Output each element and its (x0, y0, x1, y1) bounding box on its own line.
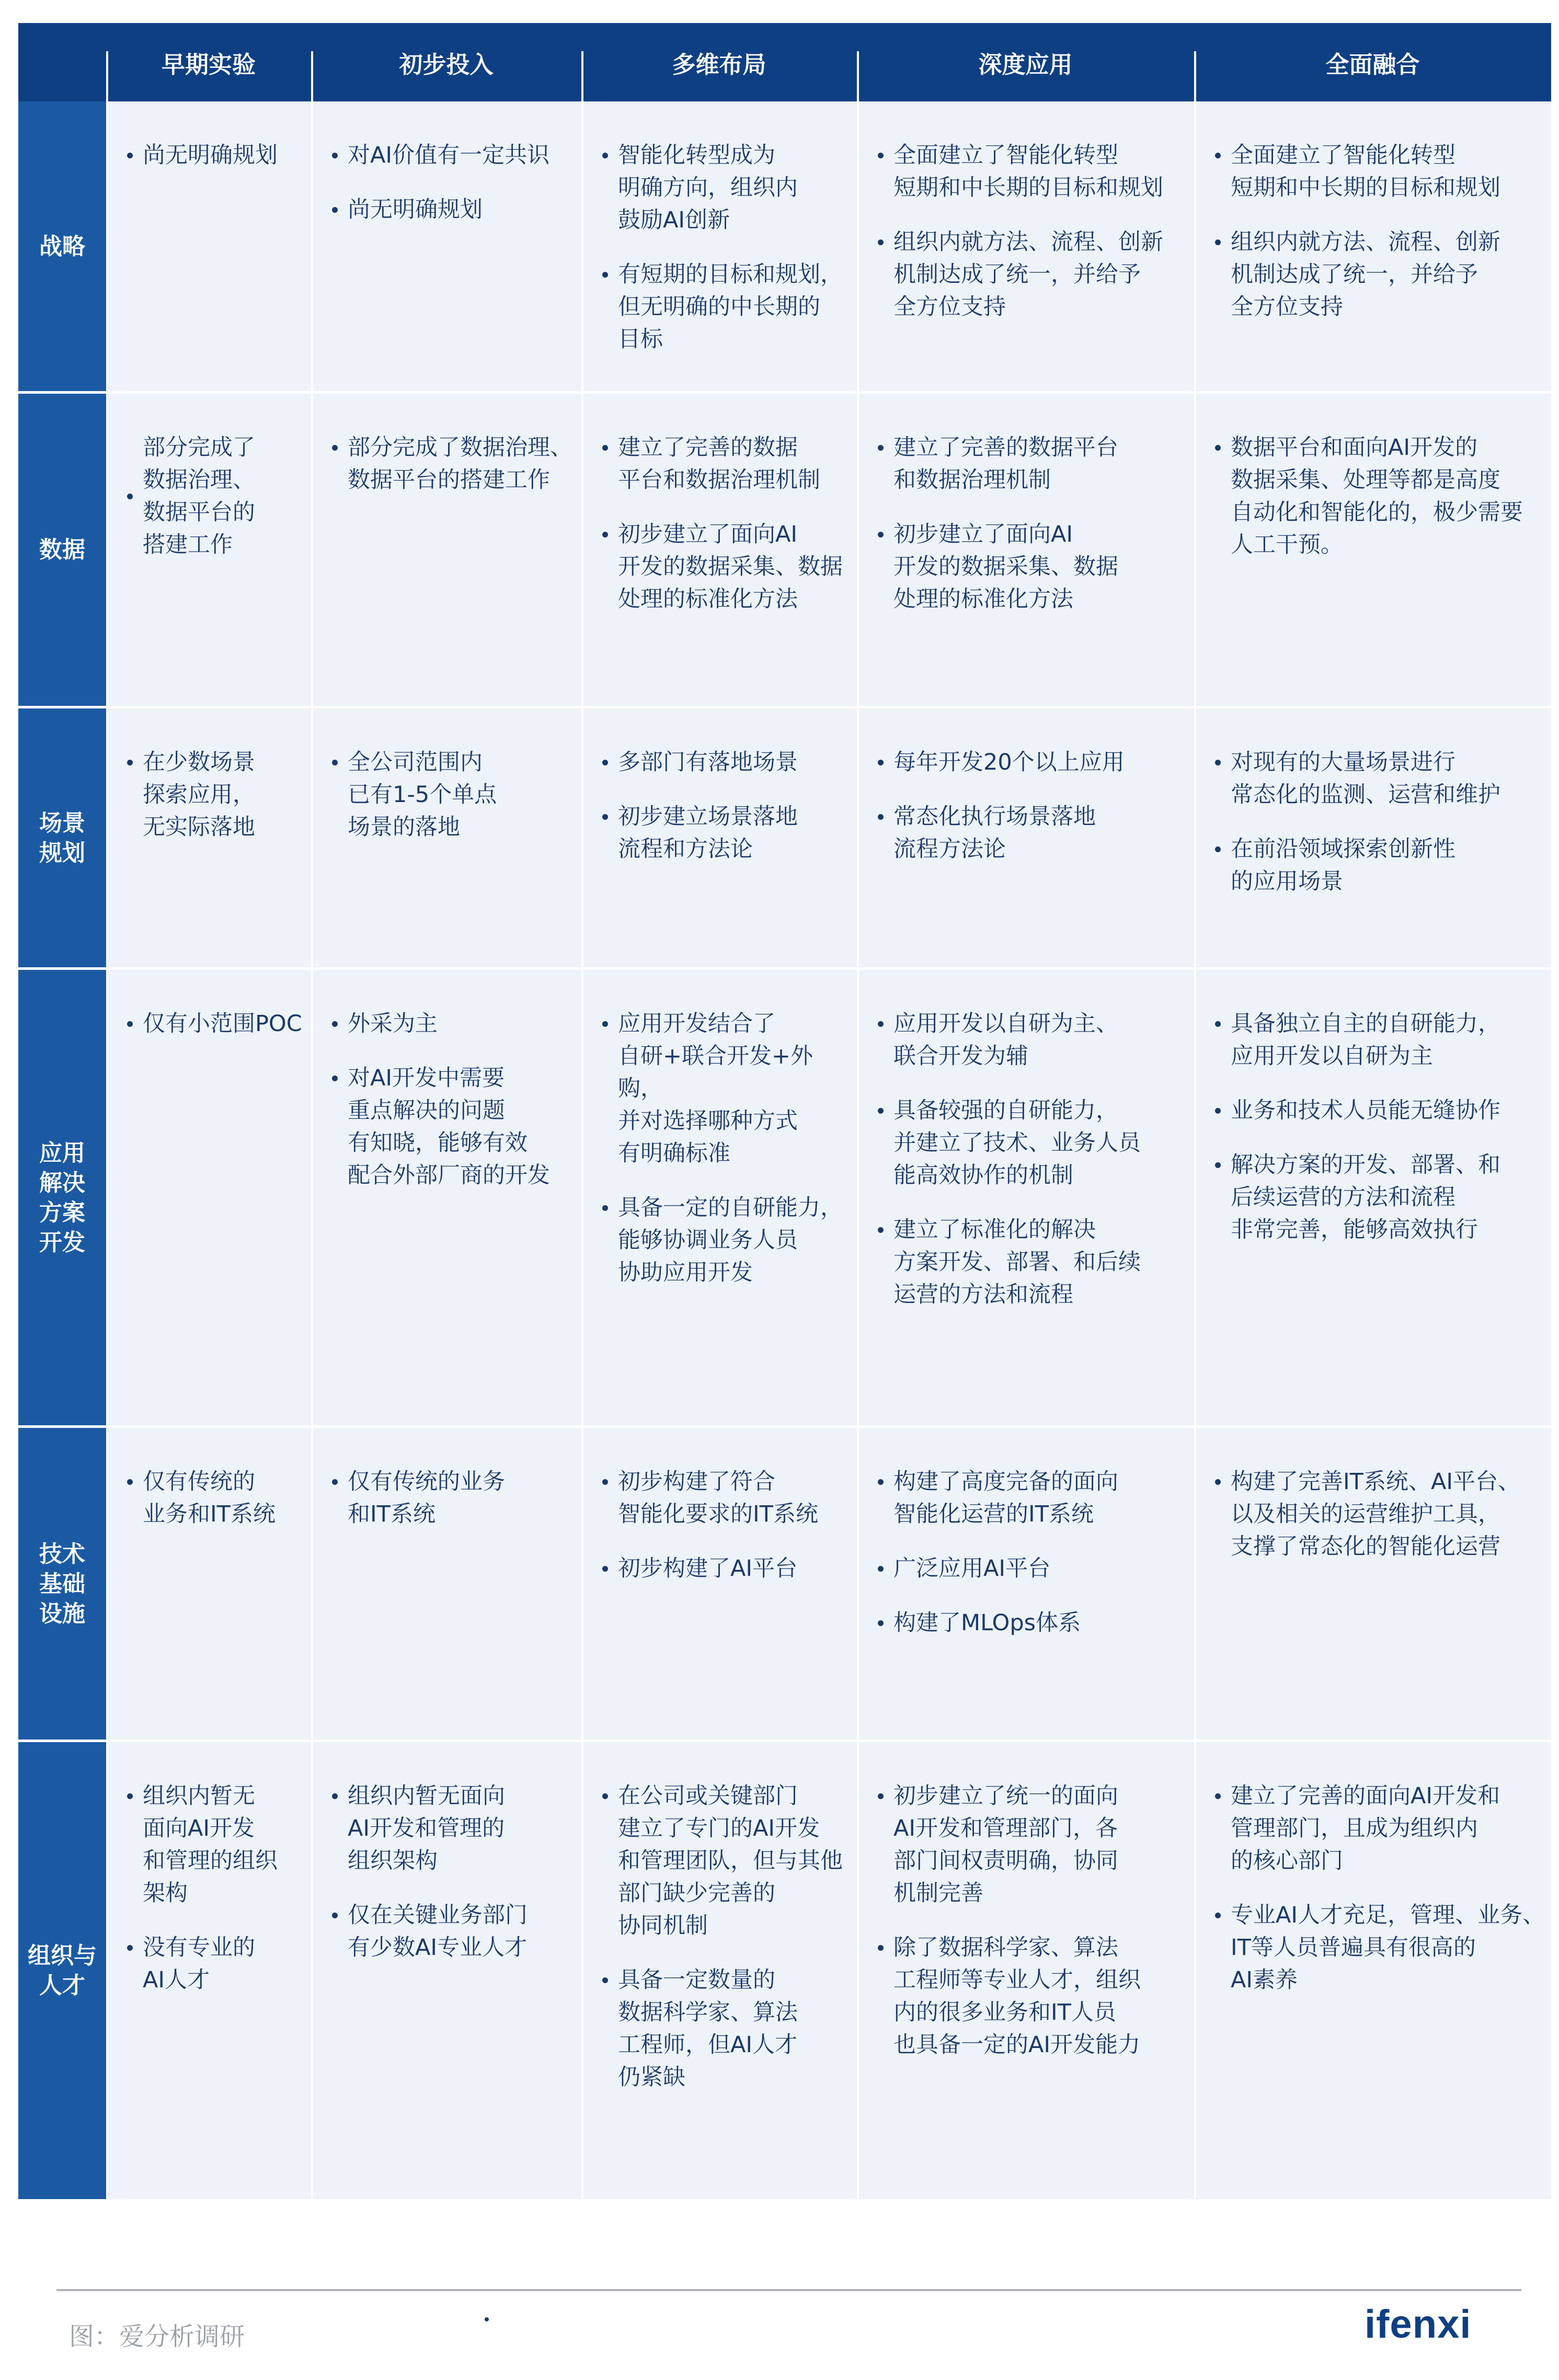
bullet-item: 数据平台和面向AI开发的 数据采集、处理等都是高度 自动化和智能化的，极少需要 人工干预。 (1212, 431, 1546, 561)
matrix-cell (581, 1742, 857, 2202)
matrix-cell (106, 1428, 311, 1742)
bullet-item: 应用开发以自研为主、 联合开发为辅 (875, 1008, 1189, 1072)
bullet-item: 具备较强的自研能力， 并建立了技术、业务人员 能高效协作的机制 (875, 1094, 1189, 1192)
bullet-item: 初步建立场景落地 流程和方法论 (599, 800, 852, 865)
column-header: 深度应用 (857, 23, 1194, 101)
bullet-item: 每年开发20个以上应用 (875, 746, 1189, 779)
maturity-matrix (18, 23, 1551, 2202)
bullet-item: 仅有传统的 业务和IT系统 (124, 1466, 306, 1530)
matrix-cell (106, 970, 311, 1428)
bullet-item: 解决方案的开发、部署、和 后续运营的方法和流程 非常完善，能够高效执行 (1212, 1149, 1546, 1246)
bullet-item: 多部门有落地场景 (599, 746, 852, 779)
bullet-item: 具备一定数量的 数据科学家、算法 工程师，但AI人才 仍紧缺 (599, 1964, 852, 2093)
bullet-item: 应用开发结合了 自研+联合开发+外购， 并对选择哪种方式 有明确标准 (599, 1008, 852, 1170)
matrix-cell (311, 101, 581, 394)
matrix-cell (1194, 1428, 1551, 1742)
bullet-item: 初步建立了面向AI 开发的数据采集、数据 处理的标准化方法 (875, 518, 1189, 615)
matrix-cell (857, 394, 1194, 708)
column-header: 多维布局 (581, 23, 857, 101)
row-label (18, 1742, 106, 2202)
row-label-text: 场景 规划 (39, 809, 85, 866)
row-label (18, 394, 106, 708)
bullet-item: 全公司范围内 已有1-5个单点 场景的落地 (329, 746, 576, 843)
matrix-cell (857, 1428, 1194, 1742)
bullet-item: 有短期的目标和规划， 但无明确的中长期的 目标 (599, 258, 852, 356)
matrix-cell (581, 970, 857, 1428)
bullet-item: 部分完成了数据治理、 数据平台的搭建工作 (329, 431, 576, 496)
bullet-item: 组织内就方法、流程、创新 机制达成了统一，并给予 全方位支持 (1212, 226, 1546, 323)
bullet-item: 初步建立了统一的面向 AI开发和管理部门，各 部门间权责明确，协同 机制完善 (875, 1780, 1189, 1909)
bullet-item: 广泛应用AI平台 (875, 1552, 1189, 1585)
matrix-cell (581, 101, 857, 394)
bullet-item: 具备独立自主的自研能力， 应用开发以自研为主 (1212, 1008, 1546, 1072)
matrix-cell (106, 394, 311, 708)
row-label (18, 708, 106, 970)
bullet-item: 在少数场景 探索应用， 无实际落地 (124, 746, 306, 843)
row-label (18, 1428, 106, 1742)
bullet-item: 尚无明确规划 (124, 139, 306, 171)
matrix-cell (106, 708, 311, 970)
bullet-item: 对现有的大量场景进行 常态化的监测、运营和维护 (1212, 746, 1546, 811)
matrix-cell (311, 394, 581, 708)
bullet-item: 组织内暂无 面向AI开发 和管理的组织 架构 (124, 1780, 306, 1909)
bullet-item: 尚无明确规划 (329, 193, 576, 226)
matrix-cell (581, 1428, 857, 1742)
ifenxi-logo: ifenxi (1365, 2302, 1472, 2347)
column-header: 初步投入 (311, 23, 581, 101)
bullet-item: 没有专业的 AI人才 (124, 1931, 306, 1996)
bullet-item: 建立了完善的数据 平台和数据治理机制 (599, 431, 852, 496)
bullet-item: 构建了完善IT系统、AI平台、 以及相关的运营维护工具， 支撑了常态化的智能化运营 (1212, 1466, 1546, 1563)
matrix-cell (106, 101, 311, 394)
bullet-item: 组织内就方法、流程、创新 机制达成了统一，并给予 全方位支持 (875, 226, 1189, 323)
decorative-dot (485, 2317, 489, 2321)
bullet-item: 对AI开发中需要 重点解决的问题 有知晓，能够有效 配合外部厂商的开发 (329, 1062, 576, 1192)
matrix-cell (311, 1742, 581, 2202)
bullet-item: 除了数据科学家、算法 工程师等专业人才，组织 内的很多业务和IT人员 也具备一定的AI开发能力 (875, 1931, 1189, 2061)
bullet-item: 组织内暂无面向 AI开发和管理的 组织架构 (329, 1780, 576, 1877)
bullet-item: 建立了完善的数据平台 和数据治理机制 (875, 431, 1189, 496)
column-header: 早期实验 (106, 23, 311, 101)
bullet-item: 仅有传统的业务 和IT系统 (329, 1466, 576, 1530)
bullet-item: 对AI价值有一定共识 (329, 139, 576, 171)
row-label-text: 数据 (39, 536, 85, 563)
bullet-item: 构建了MLOps体系 (875, 1607, 1189, 1639)
bullet-item: 建立了标准化的解决 方案开发、部署、和后续 运营的方法和流程 (875, 1214, 1189, 1311)
row-label (18, 970, 106, 1428)
bullet-item: 智能化转型成为 明确方向，组织内 鼓励AI创新 (599, 139, 852, 236)
bullet-item: 部分完成了 数据治理、 数据平台的 搭建工作 (124, 431, 306, 561)
matrix-cell (1194, 1742, 1551, 2202)
column-header: 全面融合 (1194, 23, 1551, 101)
bullet-item: 常态化执行场景落地 流程方法论 (875, 800, 1189, 865)
matrix-cell (1194, 708, 1551, 970)
matrix-cell (106, 1742, 311, 2202)
bullet-item: 仅有小范围POC (124, 1008, 306, 1040)
source-caption: 图：爱分析调研 (69, 2322, 245, 2351)
bullet-item: 构建了高度完备的面向 智能化运营的IT系统 (875, 1466, 1189, 1530)
matrix-cell (311, 1428, 581, 1742)
row-label-text: 应用 解决 方案 开发 (39, 1139, 85, 1256)
matrix-cell (857, 970, 1194, 1428)
matrix-cell (1194, 970, 1551, 1428)
bullet-item: 全面建立了智能化转型 短期和中长期的目标和规划 (875, 139, 1189, 204)
bullet-item: 在公司或关键部门 建立了专门的AI开发 和管理团队，但与其他 部门缺少完善的 协同机制 (599, 1780, 852, 1942)
bullet-item: 在前沿领域探索创新性 的应用场景 (1212, 833, 1546, 898)
bullet-item: 外采为主 (329, 1008, 576, 1040)
bullet-item: 初步构建了符合 智能化要求的IT系统 (599, 1466, 852, 1530)
footer-divider (56, 2289, 1521, 2291)
bullet-item: 具备一定的自研能力， 能够协调业务人员 协助应用开发 (599, 1192, 852, 1289)
header-corner (18, 23, 106, 101)
bullet-item: 初步构建了AI平台 (599, 1552, 852, 1585)
bullet-item: 初步建立了面向AI 开发的数据采集、数据 处理的标准化方法 (599, 518, 852, 615)
matrix-cell (857, 708, 1194, 970)
bullet-item: 仅在关键业务部门 有少数AI专业人才 (329, 1899, 576, 1964)
row-label-text: 组织与 人才 (28, 1942, 97, 1999)
bullet-item: 专业AI人才充足，管理、业务、 IT等人员普遍具有很高的 AI素养 (1212, 1899, 1546, 1996)
matrix-cell (1194, 101, 1551, 394)
bullet-item: 建立了完善的面向AI开发和 管理部门，且成为组织内 的核心部门 (1212, 1780, 1546, 1877)
bullet-item: 业务和技术人员能无缝协作 (1212, 1094, 1546, 1127)
matrix-cell (857, 101, 1194, 394)
matrix-cell (857, 1742, 1194, 2202)
row-label-text: 技术 基础 设施 (39, 1540, 85, 1627)
matrix-cell (311, 708, 581, 970)
bullet-item: 全面建立了智能化转型 短期和中长期的目标和规划 (1212, 139, 1546, 204)
row-label-text: 战略 (39, 233, 85, 260)
matrix-cell (311, 970, 581, 1428)
matrix-cell (581, 394, 857, 708)
matrix-cell (1194, 394, 1551, 708)
row-label (18, 101, 106, 394)
matrix-cell (581, 708, 857, 970)
